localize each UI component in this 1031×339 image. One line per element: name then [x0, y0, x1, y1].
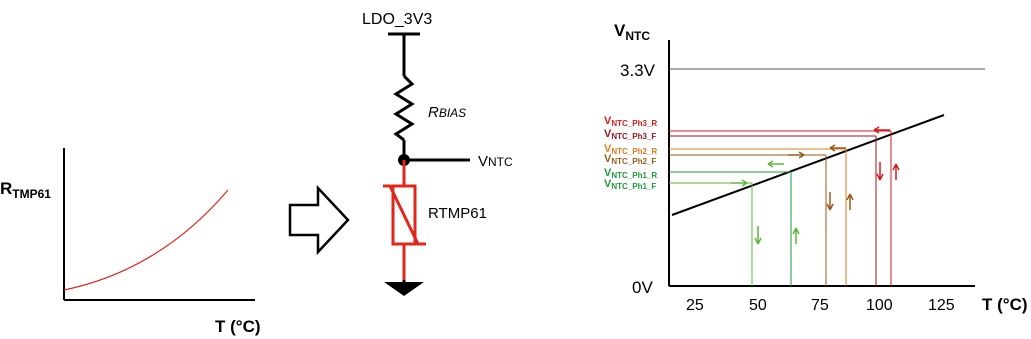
left-y-label: $R_{TMP61}$: [0, 179, 51, 201]
phase2-thresholds: [669, 145, 853, 286]
vntc-label: VNTC: [478, 153, 513, 170]
vntc-threshold-plot: [604, 21, 1028, 314]
left-x-label: T (°C): [215, 317, 261, 336]
right-x-title: T (°C): [982, 295, 1028, 314]
ph2-down-arrow-icon: [827, 192, 833, 210]
ph1-down-arrow-icon: [755, 226, 761, 244]
rbias-label: RBIAS: [428, 104, 467, 121]
phase3-thresholds: [669, 127, 899, 286]
x-tick-label: 50: [749, 297, 767, 314]
ph3-up-arrow-icon: [893, 164, 899, 180]
ph1-up-arrow-icon: [793, 228, 799, 244]
ph3-down-arrow-icon: [877, 162, 883, 180]
vntc-characteristic-line: [672, 115, 944, 215]
ph3-left-arrow-icon: [874, 127, 890, 133]
x-tick-label: 100: [866, 297, 893, 314]
y-bottom-label: 0V: [632, 278, 653, 297]
y-top-label: 3.3V: [620, 61, 655, 80]
threshold-label: VNTC_Ph3_F: [604, 128, 657, 141]
ph2-left-arrow-icon: [830, 145, 846, 151]
phase1-thresholds: [669, 161, 799, 286]
threshold-label: VNTC_Ph2_R: [604, 143, 658, 156]
right-y-title: $V_{NTC}$: [614, 21, 651, 43]
resistance-vs-temperature-plot: [0, 148, 261, 336]
resistance-curve: [64, 190, 228, 290]
rbias-resistor: [396, 76, 412, 140]
x-tick-label: 25: [686, 297, 704, 314]
ph2-right-arrow-icon: [788, 152, 804, 158]
thermistor-label: RTMP61: [428, 205, 487, 222]
threshold-label: VNTC_Ph3_R: [604, 115, 658, 128]
threshold-label: VNTC_Ph1_F: [604, 178, 657, 191]
ph1-right-arrow-icon: [731, 180, 747, 186]
block-arrow-icon: [290, 188, 348, 252]
ph1-left-arrow-icon: [768, 161, 784, 167]
threshold-label: VNTC_Ph2_F: [604, 153, 657, 166]
ph2-up-arrow-icon: [847, 194, 853, 210]
x-tick-label: 75: [811, 297, 829, 314]
threshold-label: VNTC_Ph1_R: [604, 167, 658, 180]
x-tick-label: 125: [928, 297, 955, 314]
ground-icon: [384, 282, 424, 296]
ntc-divider-schematic: [362, 11, 513, 296]
supply-label: LDO_3V3: [362, 11, 433, 28]
